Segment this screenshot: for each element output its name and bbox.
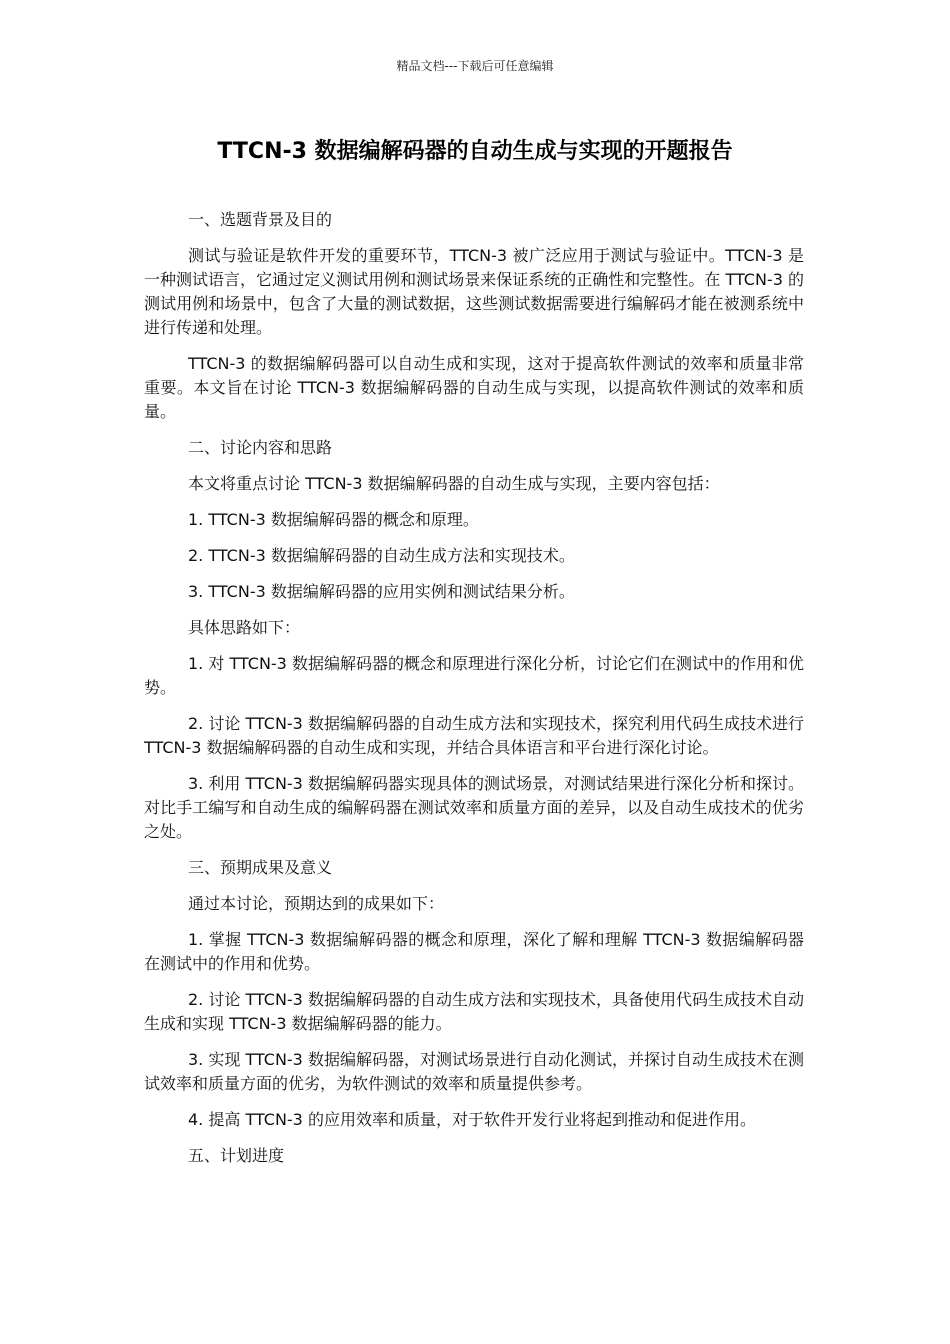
paragraph: 具体思路如下： — [188, 618, 301, 637]
list-item: 2. 讨论 TTCN-3 数据编解码器的自动生成方法和实现技术，具备使用代码生成技术自动生成和实现 TTCN-3 数据编解码器的能力。 — [144, 990, 804, 1033]
section-heading-schedule: 五、计划进度 — [188, 1146, 285, 1165]
section-heading-background: 一、选题背景及目的 — [188, 210, 333, 229]
section-heading-outcomes: 三、预期成果及意义 — [188, 858, 333, 877]
paragraph: 通过本讨论，预期达到的成果如下： — [188, 894, 445, 913]
document-body — [144, 208, 804, 1180]
header-note: 精品文档---下载后可任意编辑 — [396, 59, 554, 73]
list-item: 2. TTCN-3 数据编解码器的自动生成方法和实现技术。 — [188, 546, 575, 565]
list-item: 3. 实现 TTCN-3 数据编解码器，对测试场景进行自动化测试，并探讨自动生成技术在测试效率和质量方面的优劣，为软件测试的效率和质量提供参考。 — [144, 1050, 804, 1093]
paragraph: 本文将重点讨论 TTCN-3 数据编解码器的自动生成与实现，主要内容包括： — [188, 474, 720, 493]
list-item: 1. TTCN-3 数据编解码器的概念和原理。 — [188, 510, 479, 529]
list-item: 3. TTCN-3 数据编解码器的应用实例和测试结果分析。 — [188, 582, 575, 601]
list-item: 1. 对 TTCN-3 数据编解码器的概念和原理进行深化分析，讨论它们在测试中的作用和优势。 — [144, 654, 804, 697]
paragraph: TTCN-3 的数据编解码器可以自动生成和实现，这对于提高软件测试的效率和质量非常重要。本文旨在讨论 TTCN-3 数据编解码器的自动生成与实现，以提高软件测试的效率和质量。 — [144, 354, 804, 421]
section-heading-content: 二、讨论内容和思路 — [188, 438, 333, 457]
document-title: TTCN-3 数据编解码器的自动生成与实现的开题报告 — [217, 139, 733, 164]
paragraph: 测试与验证是软件开发的重要环节，TTCN-3 被广泛应用于测试与验证中。TTCN-3 是一种测试语言，它通过定义测试用例和测试场景来保证系统的正确性和完整性。在 TTCN-3 的测试用例和场景中，包含了大量的测试数据，这些测试数据需要进行编解码才能在被测系统中进行传递和处理。 — [144, 246, 804, 337]
list-item: 2. 讨论 TTCN-3 数据编解码器的自动生成方法和实现技术，探究利用代码生成技术进行 TTCN-3 数据编解码器的自动生成和实现，并结合具体语言和平台进行深化讨论。 — [144, 714, 804, 757]
list-item: 1. 掌握 TTCN-3 数据编解码器的概念和原理，深化了解和理解 TTCN-3 数据编解码器在测试中的作用和优势。 — [144, 930, 804, 973]
list-item: 4. 提高 TTCN-3 的应用效率和质量，对于软件开发行业将起到推动和促进作用。 — [188, 1110, 756, 1129]
list-item: 3. 利用 TTCN-3 数据编解码器实现具体的测试场景，对测试结果进行深化分析和探讨。对比手工编写和自动生成的编解码器在测试效率和质量方面的差异，以及自动生成技术的优劣之处。 — [144, 774, 804, 841]
